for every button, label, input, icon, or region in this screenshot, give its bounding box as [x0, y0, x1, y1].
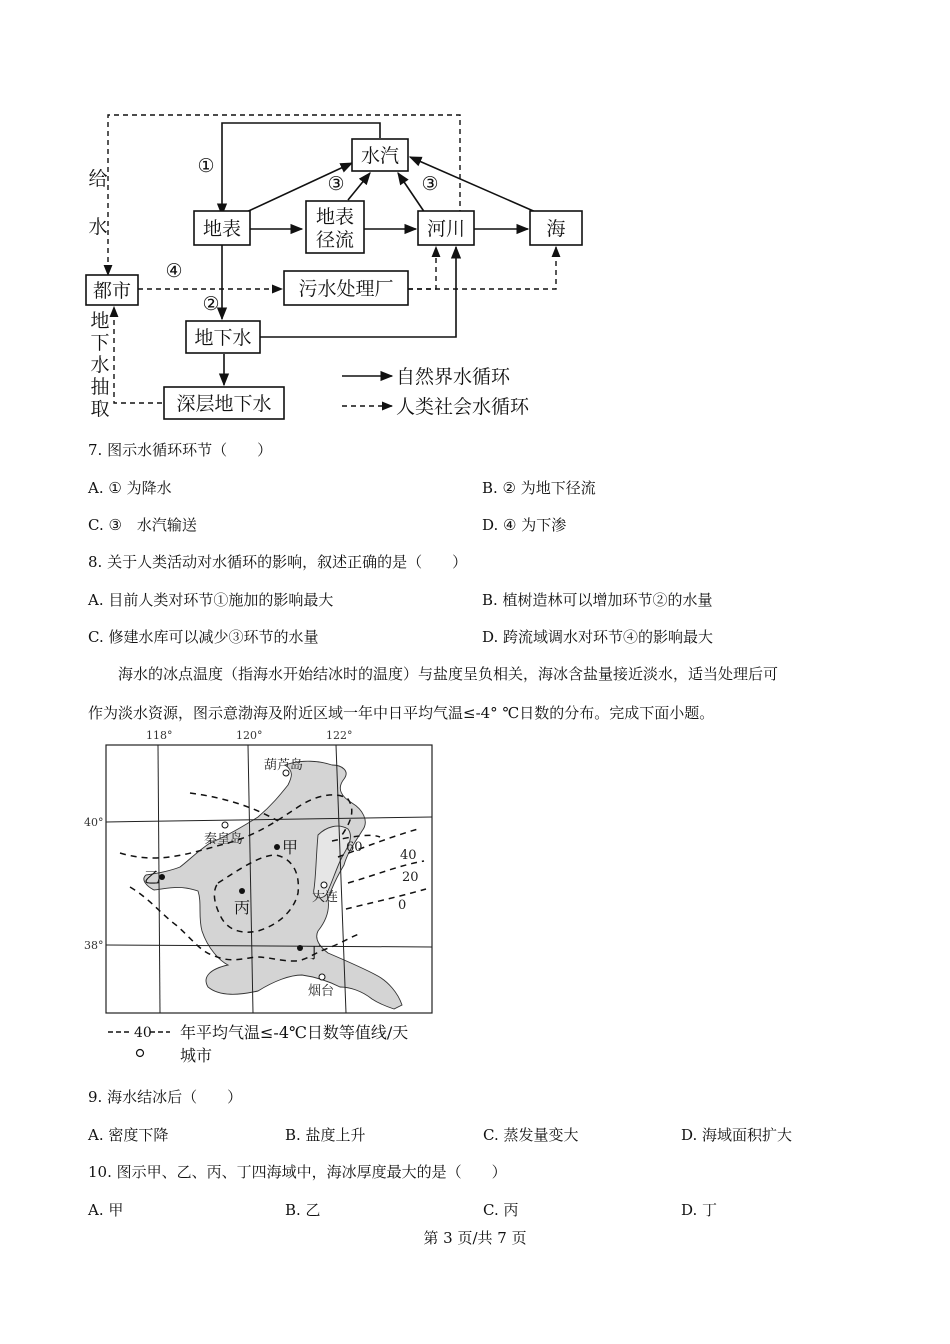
lon-label-120: 120° [236, 729, 263, 742]
label-bing: 丙 [234, 898, 251, 917]
node-sea: 海 [546, 218, 566, 240]
q7-option-c[interactable]: C. ③ 水汽输送 [88, 516, 197, 534]
q9-option-c[interactable]: C. 蒸发量变大 [483, 1126, 579, 1144]
q9-option-a[interactable]: A. 密度下降 [88, 1126, 169, 1144]
q9-option-d[interactable]: D. 海域面积扩大 [681, 1126, 793, 1144]
page-footer: 第 3 页/共 7 页 [423, 1229, 527, 1247]
label-yi: 乙 [144, 868, 161, 887]
city-yantai-marker [319, 974, 325, 980]
city-dalian: 大连 [312, 890, 339, 905]
lat-label-38: 38° [84, 939, 104, 952]
marker-2: ② [202, 293, 220, 315]
legend-isoline: 年平均气温≤-4℃日数等值线/天 [180, 1023, 409, 1042]
q9-option-b[interactable]: B. 盐度上升 [285, 1126, 366, 1144]
bohai-map [80, 725, 440, 1070]
point-bing [239, 888, 245, 894]
marker-4: ④ [165, 260, 183, 282]
water-cycle-diagram [80, 105, 600, 425]
q10-stem: 10. 图示甲、乙、丙、丁四海域中，海冰厚度最大的是（ ） [88, 1163, 507, 1181]
legend-value: 40 [134, 1025, 152, 1041]
q10-option-d[interactable]: D. 丁 [681, 1201, 718, 1219]
vertical-label-gw-2: 下 [90, 332, 110, 354]
node-vapor: 水汽 [360, 145, 400, 167]
lon-label-122: 122° [326, 729, 353, 742]
q8-option-b[interactable]: B. 植树造林可以增加环节②的水量 [482, 591, 713, 609]
contour-label-40: 40 [400, 848, 417, 863]
vertical-label-gw-5: 取 [90, 398, 110, 420]
node-runoff-line1: 地表 [315, 206, 355, 228]
q10-option-c[interactable]: C. 丙 [483, 1201, 519, 1219]
marker-1: ① [197, 155, 215, 177]
marker-3b: ③ [421, 173, 439, 195]
node-runoff-line2: 径流 [315, 229, 355, 251]
q8-option-d[interactable]: D. 跨流域调水对环节④的影响最大 [482, 628, 714, 646]
contour-label-0: 0 [398, 898, 407, 913]
vertical-label-gw-3: 水 [90, 354, 110, 376]
q7-option-d[interactable]: D. ④ 为下渗 [482, 516, 567, 534]
node-city: 都市 [92, 280, 132, 302]
city-huludao: 葫芦岛 [264, 758, 304, 773]
contour-label-60: 60 [346, 840, 363, 855]
intro-paragraph-line1: 海水的冰点温度（指海水开始结冰时的温度）与盐度呈负相关，海冰含盐量接近淡水，适当处理后可 [118, 665, 779, 683]
lon-label-118: 118° [146, 729, 173, 742]
q8-option-a[interactable]: A. 目前人类对环节①施加的影响最大 [88, 591, 334, 609]
label-jia: 甲 [282, 838, 299, 857]
vertical-label-gw-4: 抽 [90, 376, 110, 398]
q8-option-c[interactable]: C. 修建水库可以减少③环节的水量 [88, 628, 319, 646]
q8-stem: 8. 关于人类活动对水循环的影响，叙述正确的是（ ） [88, 553, 468, 571]
marker-3a: ③ [327, 173, 345, 195]
label-ding: 丁 [306, 943, 323, 962]
node-river: 河川 [426, 218, 466, 240]
vertical-label-give-1: 给 [88, 168, 108, 190]
node-groundwater: 地下水 [194, 327, 252, 349]
contour-label-20: 20 [402, 870, 419, 885]
city-qinhuangdao: 秦皇岛 [204, 832, 244, 847]
intro-paragraph-line2: 作为淡水资源，图示意渤海及附近区域一年中日平均气温≤-4° ℃日数的分布。完成下面小题。 [88, 704, 715, 722]
vertical-label-give-2: 水 [88, 216, 108, 238]
node-deep-groundwater: 深层地下水 [176, 393, 272, 415]
q7-option-b[interactable]: B. ② 为地下径流 [482, 479, 596, 497]
q7-option-a[interactable]: A. ① 为降水 [88, 479, 172, 497]
vertical-label-gw-1: 地 [90, 310, 110, 332]
point-jia [274, 844, 280, 850]
node-sewage: 污水处理厂 [298, 278, 394, 300]
legend-city: 城市 [180, 1046, 213, 1065]
city-dalian-marker [321, 882, 327, 888]
city-qinhuangdao-marker [222, 822, 228, 828]
q9-stem: 9. 海水结冰后（ ） [88, 1088, 243, 1106]
q10-option-b[interactable]: B. 乙 [285, 1201, 321, 1219]
legend-natural: 自然界水循环 [396, 366, 511, 388]
legend-human: 人类社会水循环 [396, 396, 530, 418]
q7-stem: 7. 图示水循环环节（ ） [88, 441, 273, 459]
legend-city-marker [137, 1050, 144, 1057]
point-ding [297, 945, 303, 951]
lat-label-40: 40° [84, 816, 104, 829]
node-surface: 地表 [202, 218, 242, 240]
q10-option-a[interactable]: A. 甲 [88, 1201, 124, 1219]
city-yantai: 烟台 [308, 984, 335, 999]
